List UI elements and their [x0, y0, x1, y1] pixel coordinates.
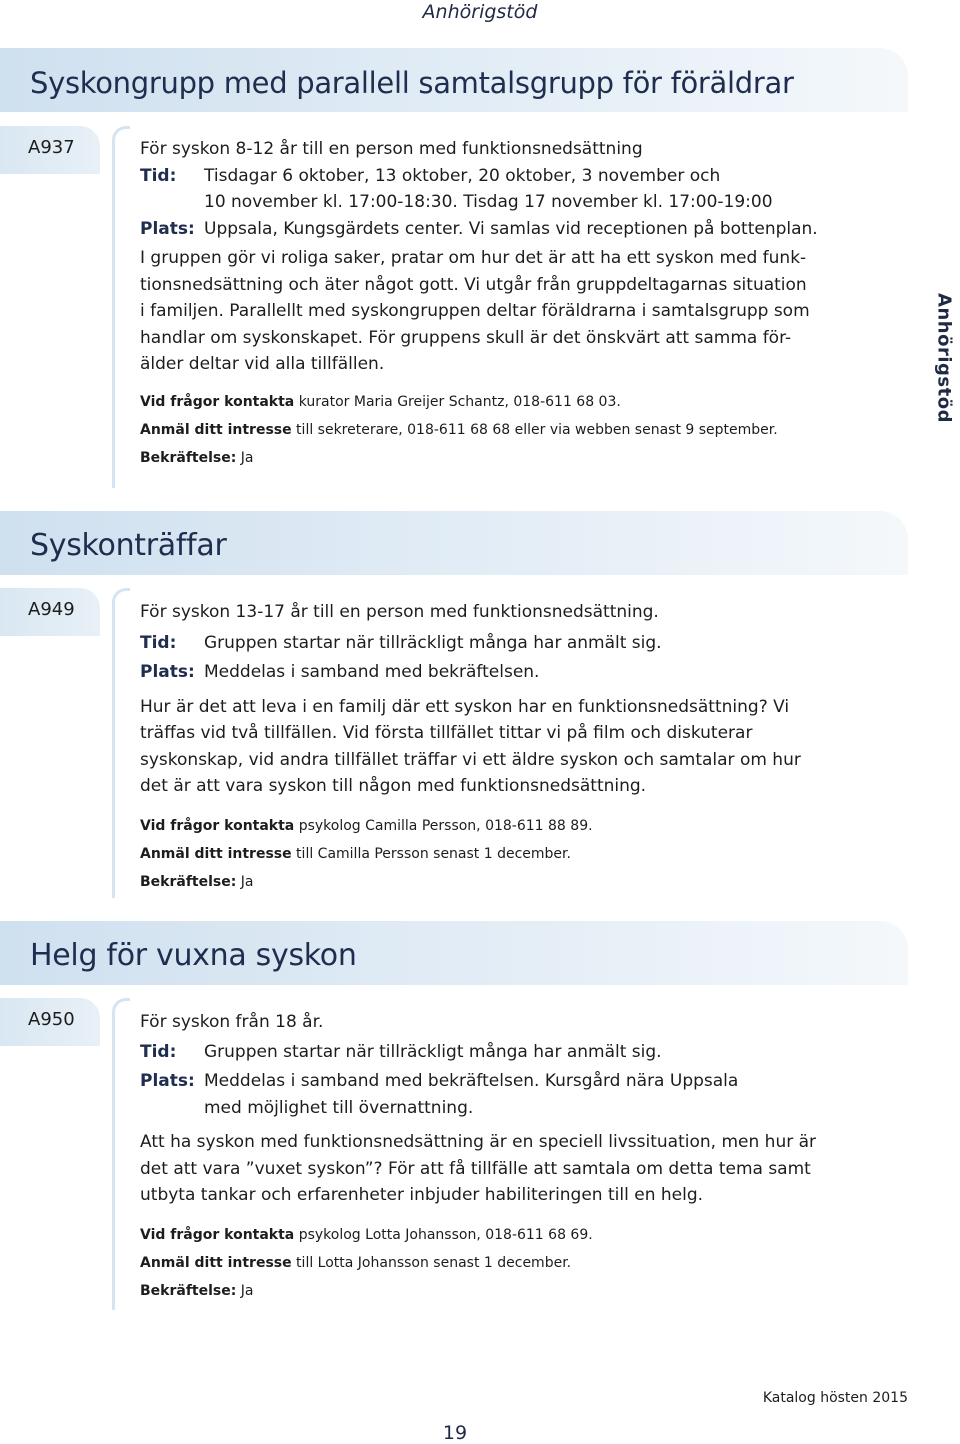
side-tab-label: Anhörigstöd: [933, 293, 955, 423]
tid-value-line: Tisdagar 6 oktober, 13 oktober, 20 oktober, 3 november och: [204, 165, 721, 186]
tid-value-line: Gruppen startar när tillräckligt många har anmält sig.: [204, 1041, 662, 1062]
interest-line: [140, 416, 840, 444]
course-entry: [140, 1009, 840, 1305]
plats-label: Plats:: [140, 218, 195, 239]
plats-row: [140, 1068, 840, 1121]
description-line: Att ha syskon med funktionsnedsättning är en speciell livssituation, men hur är: [140, 1132, 817, 1152]
course-intro: För syskon 8-12 år till en person med funktionsnedsättning: [140, 139, 643, 159]
section-title: Helg för vuxna syskon: [30, 938, 357, 973]
course-code-tab: [0, 126, 100, 174]
page-number: 19: [442, 1422, 468, 1444]
section-header: [0, 921, 908, 985]
contact-text: psykolog Camilla Persson, 018-611 88 89.: [294, 817, 593, 834]
description-line: utbyta tankar och erfarenheter inbjuder habiliteringen till en helg.: [140, 1185, 704, 1205]
course-code: A937: [28, 137, 75, 158]
entry-bracket: [112, 998, 130, 1310]
contact-line: [140, 1221, 840, 1249]
course-code-tab: [0, 588, 100, 636]
description-line: det att vara ”vuxet syskon”? För att få tillfälle att samtala om detta tema samt: [140, 1158, 811, 1179]
course-intro: För syskon från 18 år.: [140, 1012, 324, 1032]
description-line: I gruppen gör vi roliga saker, pratar om hur det är att ha ett syskon med funk-: [140, 248, 807, 268]
contact-line: [140, 812, 840, 840]
course-code-tab: [0, 998, 100, 1046]
tid-row: [140, 163, 840, 216]
course-code: A949: [28, 599, 75, 620]
footer-catalog: Katalog hösten 2015: [762, 1390, 908, 1406]
plats-value-line: Meddelas i samband med bekräftelsen.: [204, 662, 540, 682]
plats-row: [140, 216, 840, 243]
confirm-label: Bekräftelse:: [140, 1282, 237, 1299]
tid-label: Tid:: [140, 632, 177, 653]
entry-bracket: [112, 588, 130, 898]
description-line: det är att vara syskon till någon med funktionsnedsättning.: [140, 776, 647, 796]
confirm-line: [140, 868, 840, 896]
tid-row: [140, 1039, 840, 1066]
interest-text: till Camilla Persson senast 1 december.: [291, 845, 571, 862]
interest-label: Anmäl ditt intresse: [140, 845, 292, 862]
plats-label: Plats:: [140, 662, 195, 682]
section-header: [0, 511, 908, 575]
contact-text: kurator Maria Greijer Schantz, 018-611 68 03.: [294, 393, 621, 410]
interest-line: [140, 840, 840, 868]
confirm-text: Ja: [236, 449, 254, 466]
course-description: [140, 1129, 840, 1209]
course-code: A950: [28, 1009, 75, 1030]
confirm-label: Bekräftelse:: [140, 873, 237, 890]
confirm-text: Ja: [236, 1282, 254, 1299]
course-description: [140, 245, 840, 378]
description-line: handlar om syskonskapet. För gruppens skull är det önskvärt att samma för-: [140, 327, 792, 348]
section-title: Syskonträffar: [30, 528, 227, 563]
tid-label: Tid:: [140, 1041, 177, 1062]
confirm-label: Bekräftelse:: [140, 449, 237, 466]
confirm-line: [140, 444, 840, 472]
interest-text: till sekreterare, 018-611 68 68 eller via webben senast 9 september.: [291, 421, 778, 438]
entry-bracket: [112, 126, 130, 488]
description-line: älder deltar vid alla tillfällen.: [140, 354, 385, 374]
tid-row: [140, 630, 840, 657]
plats-row: [140, 659, 840, 686]
description-line: i familjen. Parallellt med syskongruppen deltar föräldrarna i samtalsgrupp som: [140, 301, 810, 321]
confirm-text: Ja: [236, 873, 254, 890]
course-entry: [140, 136, 840, 472]
interest-line: [140, 1249, 840, 1277]
contact-label: Vid frågor kontakta: [140, 393, 295, 410]
side-tab: [930, 258, 958, 458]
contact-label: Vid frågor kontakta: [140, 817, 295, 834]
description-line: tionsnedsättning och äter något gott. Vi utgår från gruppdeltagarnas situation: [140, 274, 807, 295]
tid-label: Tid:: [140, 165, 177, 186]
contact-label: Vid frågor kontakta: [140, 1226, 295, 1243]
section-title: Syskongrupp med parallell samtalsgrupp för föräldrar: [30, 66, 794, 100]
course-intro: För syskon 13-17 år till en person med funktionsnedsättning.: [140, 602, 659, 622]
plats-value-line: Meddelas i samband med bekräftelsen. Kursgård nära Uppsala: [204, 1071, 739, 1091]
contact-text: psykolog Lotta Johansson, 018-611 68 69.: [294, 1226, 593, 1243]
plats-label: Plats:: [140, 1071, 195, 1091]
description-line: syskonskap, vid andra tillfället träffar vi ett äldre syskon och samtalar om hur: [140, 749, 801, 770]
contact-line: [140, 388, 840, 416]
confirm-line: [140, 1277, 840, 1305]
interest-text: till Lotta Johansson senast 1 december.: [291, 1254, 572, 1271]
interest-label: Anmäl ditt intresse: [140, 1254, 292, 1271]
tid-value-line: 10 november kl. 17:00-18:30. Tisdag 17 november kl. 17:00-19:00: [204, 192, 773, 212]
running-head: Anhörigstöd: [422, 1, 538, 23]
interest-label: Anmäl ditt intresse: [140, 421, 292, 438]
section-header: [0, 48, 908, 112]
description-line: träffas vid två tillfällen. Vid första tillfället tittar vi på film och diskuterar: [140, 723, 753, 743]
plats-value-line: Uppsala, Kungsgärdets center. Vi samlas vid receptionen på bottenplan.: [204, 218, 818, 239]
tid-value-line: Gruppen startar när tillräckligt många har anmält sig.: [204, 632, 662, 653]
course-entry: [140, 599, 840, 896]
plats-value-line: med möjlighet till övernattning.: [204, 1097, 474, 1118]
course-description: [140, 694, 840, 800]
description-line: Hur är det att leva i en familj där ett syskon har en funktionsnedsättning? Vi: [140, 696, 790, 717]
